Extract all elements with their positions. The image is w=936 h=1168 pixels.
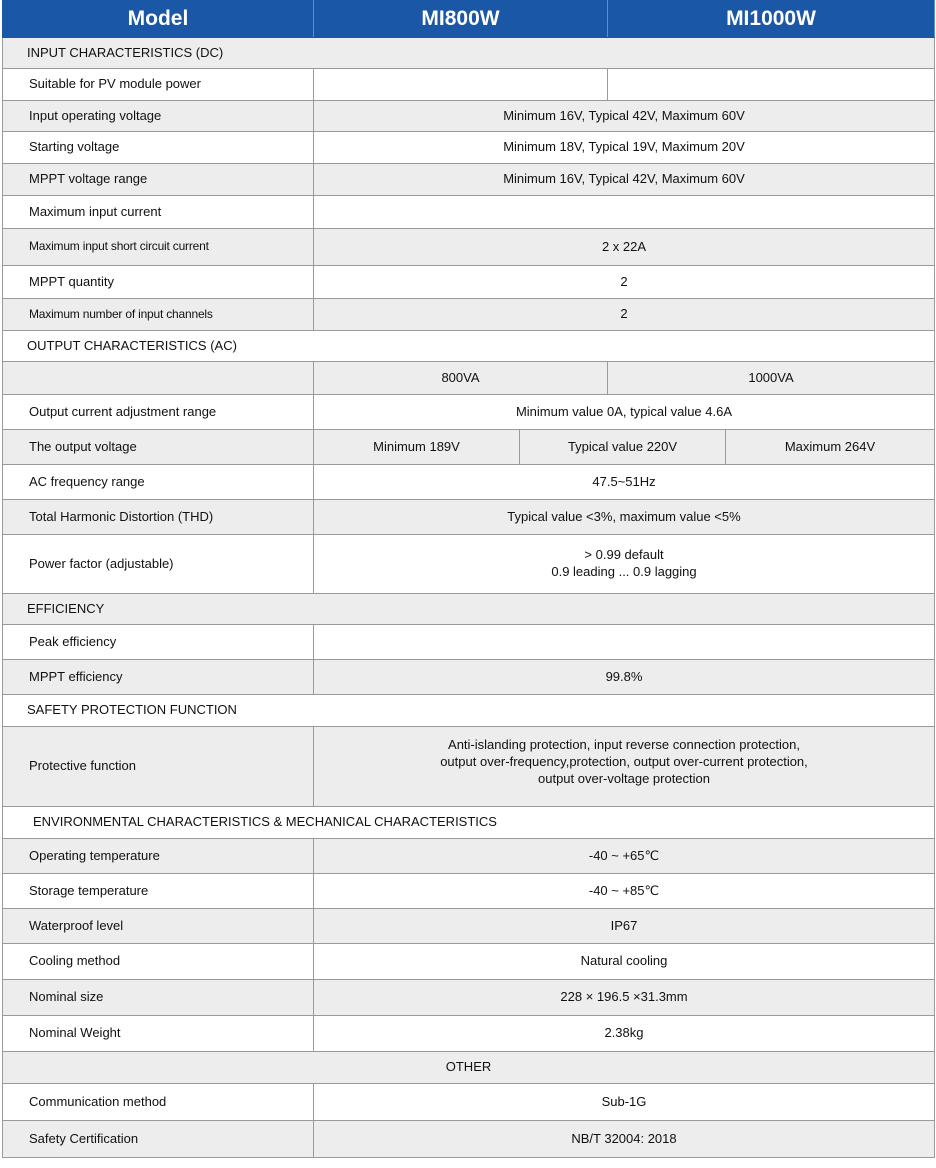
row-label: Total Harmonic Distortion (THD) (3, 500, 314, 535)
section-row (3, 1052, 935, 1084)
table-row (3, 839, 935, 874)
row-label: Maximum input current (3, 196, 314, 229)
row-label: Protective function (3, 727, 314, 807)
header-row (3, 1, 935, 38)
spec-table (2, 0, 935, 1158)
row-label: Safety Certification (3, 1121, 314, 1158)
table-row (3, 266, 935, 299)
row-value: 2.38kg (314, 1016, 935, 1052)
row-value: Minimum 18V, Typical 19V, Maximum 20V (314, 132, 935, 164)
model-header: Model (3, 1, 314, 38)
pv-power-mi1000w-cell (608, 69, 935, 101)
table-row (3, 500, 935, 535)
pv-power-mi800w-cell (314, 69, 608, 101)
section-safety-title: SAFETY PROTECTION FUNCTION (3, 695, 935, 727)
row-value: Minimum 16V, Typical 42V, Maximum 60V (314, 164, 935, 196)
row-label: Output current adjustment range (3, 395, 314, 430)
table-row (3, 874, 935, 909)
table-row (3, 1016, 935, 1052)
row-value: Minimum 16V, Typical 42V, Maximum 60V (314, 101, 935, 132)
row-label: Maximum input short circuit current (3, 229, 314, 266)
row-value: Typical value <3%, maximum value <5% (314, 500, 935, 535)
row-value: IP67 (314, 909, 935, 944)
table-row (3, 465, 935, 500)
peak-efficiency-value-cell (314, 625, 935, 660)
output-power-mi800w: 800VA (314, 362, 608, 395)
table-row (3, 69, 935, 101)
section-row (3, 807, 935, 839)
table-row (3, 980, 935, 1016)
row-value: Minimum value 0A, typical value 4.6A (314, 395, 935, 430)
section-row (3, 594, 935, 625)
section-output-title: OUTPUT CHARACTERISTICS (AC) (3, 331, 935, 362)
mi1000w-header: MI1000W (608, 1, 935, 38)
table-row (3, 727, 935, 807)
table-row (3, 229, 935, 266)
row-value: -40 ~ +65℃ (314, 839, 935, 874)
row-value: Natural cooling (314, 944, 935, 980)
table-row (3, 395, 935, 430)
row-label: MPPT voltage range (3, 164, 314, 196)
row-label: Peak efficiency (3, 625, 314, 660)
table-row (3, 101, 935, 132)
power-factor-value (314, 535, 935, 594)
section-row (3, 695, 935, 727)
row-label: Operating temperature (3, 839, 314, 874)
row-label: Input operating voltage (3, 101, 314, 132)
table-row (3, 909, 935, 944)
row-label: Communication method (3, 1084, 314, 1121)
section-efficiency-title: EFFICIENCY (3, 594, 935, 625)
output-power-label-cell (3, 362, 314, 395)
row-label: Storage temperature (3, 874, 314, 909)
row-value: -40 ~ +85℃ (314, 874, 935, 909)
power-factor-line-2: 0.9 leading ... 0.9 lagging (551, 564, 697, 579)
row-label: MPPT quantity (3, 266, 314, 299)
table-row (3, 196, 935, 229)
table-row (3, 1084, 935, 1121)
row-value: 47.5~51Hz (314, 465, 935, 500)
row-label: Nominal size (3, 980, 314, 1016)
row-label: Power factor (adjustable) (3, 535, 314, 594)
table-row (3, 1121, 935, 1158)
table-row (3, 362, 935, 395)
output-power-mi1000w: 1000VA (608, 362, 935, 395)
section-input-title: INPUT CHARACTERISTICS (DC) (3, 38, 935, 69)
section-other-title: OTHER (3, 1052, 935, 1084)
spec-sheet (2, 0, 934, 1158)
power-factor-line-1: > 0.99 default (584, 547, 664, 563)
protective-line-3: output over-voltage protection (538, 770, 710, 786)
row-label: Cooling method (3, 944, 314, 980)
table-row (3, 535, 935, 594)
row-value: 99.8% (314, 660, 935, 695)
section-row (3, 38, 935, 69)
row-label: Nominal Weight (3, 1016, 314, 1052)
output-voltage-max: Maximum 264V (726, 430, 935, 465)
protective-line-2: output over-frequency,protection, output over-current protection, (440, 753, 808, 769)
table-row (3, 299, 935, 331)
row-label: MPPT efficiency (3, 660, 314, 695)
mi800w-header: MI800W (314, 1, 608, 38)
row-label: Starting voltage (3, 132, 314, 164)
row-value: 2 (314, 299, 935, 331)
row-label: Waterproof level (3, 909, 314, 944)
table-row (3, 660, 935, 695)
section-env-title: ENVIRONMENTAL CHARACTERISTICS & MECHANICAL CHARACTERISTICS (3, 807, 935, 839)
row-value: NB/T 32004: 2018 (314, 1121, 935, 1158)
table-row (3, 625, 935, 660)
table-row (3, 944, 935, 980)
row-value: 2 (314, 266, 935, 299)
row-value: 2 x 22A (314, 229, 935, 266)
row-label: The output voltage (3, 430, 314, 465)
row-value: 228 × 196.5 ×31.3mm (314, 980, 935, 1016)
output-voltage-min: Minimum 189V (314, 430, 520, 465)
section-row (3, 331, 935, 362)
output-voltage-typical: Typical value 220V (520, 430, 726, 465)
protective-line-1: Anti-islanding protection, input reverse connection protection, (448, 737, 800, 752)
row-value: Sub-1G (314, 1084, 935, 1121)
table-row (3, 164, 935, 196)
row-label: AC frequency range (3, 465, 314, 500)
protective-function-value (314, 727, 935, 807)
max-current-value-cell (314, 196, 935, 229)
row-label: Suitable for PV module power (3, 69, 314, 101)
table-row (3, 132, 935, 164)
table-row (3, 430, 935, 465)
row-label: Maximum number of input channels (3, 299, 314, 331)
